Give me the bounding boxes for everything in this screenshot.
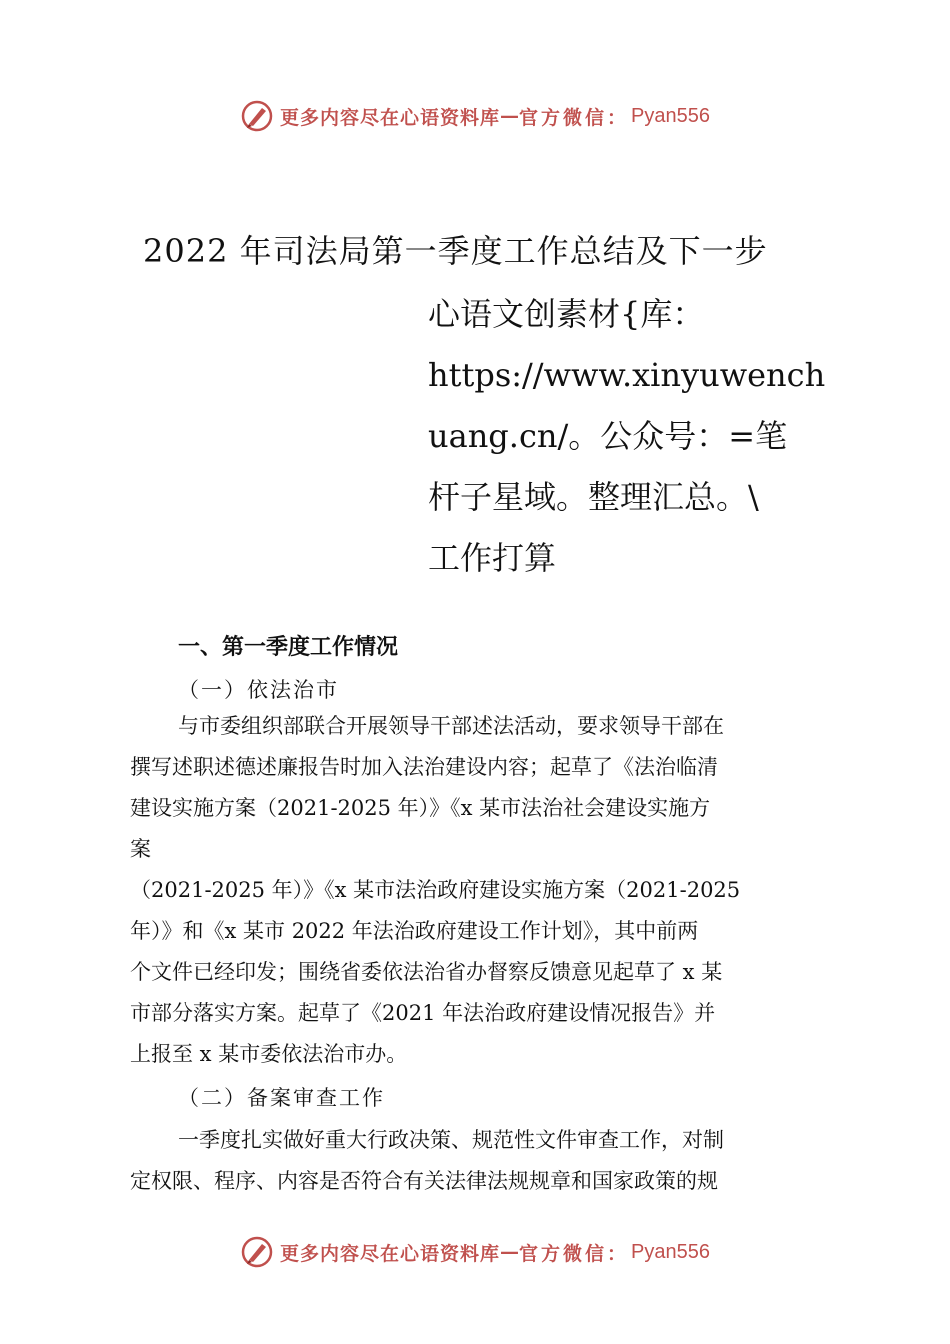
title-block-line: https://www.xinyuwench [428,356,826,394]
subsection-heading-1: （一）依法治市 [178,678,339,702]
paragraph-line: 建设实施方案（2021-2025 年）》《x 某市法治社会建设实施方 [130,796,711,820]
banner-separator: — [500,105,520,127]
document-title: 2022 年司法局第一季度工作总结及下一步 [143,232,768,270]
paragraph-line: 一季度扎实做好重大行政决策、规范性文件审查工作，对制 [178,1128,724,1152]
title-block-line: 心语文创素材{库： [428,295,705,333]
section-heading: 一、第一季度工作情况 [178,635,399,660]
subsection-heading-2: （二）备案审查工作 [178,1086,385,1110]
header-banner [0,96,950,136]
paragraph-line: 撰写述职述德述廉报告时加入法治建设内容；起草了《法治临清 [130,755,718,779]
title-block-line: 杆子星域。整理汇总。\ [428,478,759,516]
banner-wechat-label: 官方微信： [519,106,630,129]
paragraph-line: 上报至 x 某市委依法治市办。 [130,1042,408,1066]
paragraph-line: （2021-2025 年）》《x 某市法治政府建设实施方案（2021-2025 [130,878,741,902]
banner-wechat-label: 官方微信： [519,1242,630,1265]
paragraph-line: 定权限、程序、内容是否符合有关法律法规规章和国家政策的规 [130,1169,718,1193]
paragraph-2 [130,1120,835,1202]
banner-brand: 更多内容尽在心语资料库 [280,106,501,129]
paragraph-1 [130,706,835,1075]
paragraph-line: 案 [130,837,151,861]
title-block-line: 工作打算 [428,539,557,577]
paragraph-line: 市部分落实方案。起草了《2021 年法治政府建设情况报告》并 [130,1001,716,1025]
paragraph-line: 年）》和《x 某市 2022 年法治政府建设工作计划》，其中前两 [130,919,699,943]
banner-brand: 更多内容尽在心语资料库 [280,1242,501,1265]
pen-logo-icon [240,1235,274,1269]
paragraph-line: 个文件已经印发；围绕省委依法治省办督察反馈意见起草了 x 某 [130,960,723,984]
footer-banner [0,1232,950,1272]
paragraph-line: 与市委组织部联合开展领导干部述法活动，要求领导干部在 [178,714,724,738]
title-block [428,284,828,589]
banner-separator: — [500,1241,520,1263]
banner-wechat-id: Pyan556 [631,104,710,127]
title-block-line: uang.cn/。公众号：=笔 [428,417,788,455]
pen-logo-icon [240,99,274,133]
banner-wechat-id: Pyan556 [631,1240,710,1263]
